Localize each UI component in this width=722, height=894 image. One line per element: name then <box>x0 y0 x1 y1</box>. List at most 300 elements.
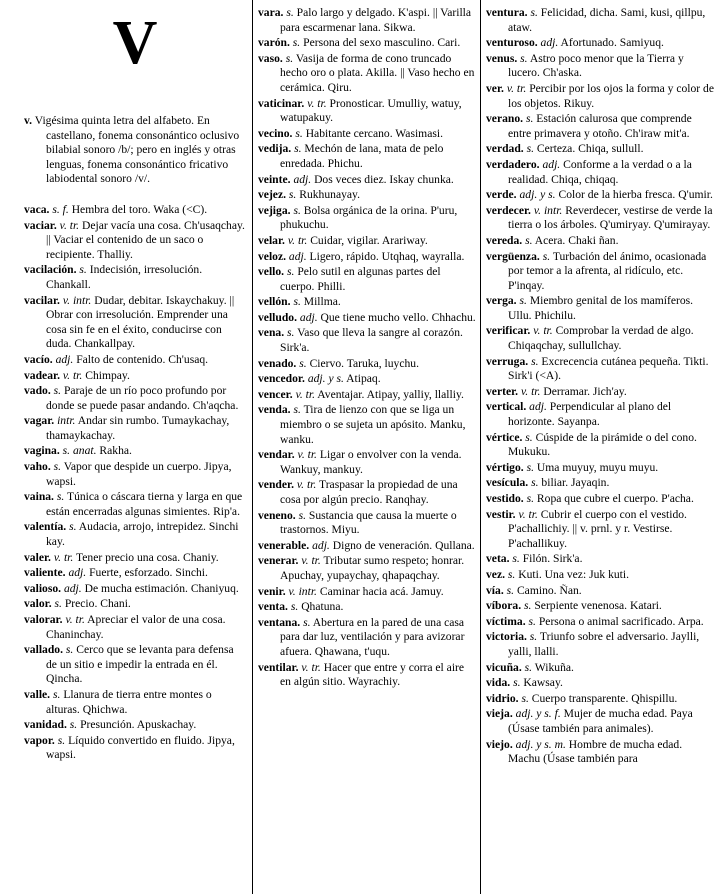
dictionary-entry <box>258 36 476 51</box>
grammar-tag: v. tr. <box>301 660 321 674</box>
headword: velar. <box>258 233 285 247</box>
dictionary-entry <box>486 630 714 659</box>
grammar-tag: s. <box>288 188 297 202</box>
definition: Vigésima quinta letra del alfabeto. En castellano, fonema consonántico oclusivo bilabial sonoro /b/; pero en inglés y otras lenguas, fonema consonántico fricativo labiodental sonoro /v/. <box>34 114 240 186</box>
headword: veneno. <box>258 508 296 522</box>
headword: verificar. <box>486 324 531 338</box>
grammar-tag: v. intr. <box>288 584 317 598</box>
dictionary-entry <box>486 294 714 323</box>
dictionary-entry <box>486 82 714 111</box>
dictionary-entry <box>486 707 714 736</box>
grammar-tag: s. <box>530 6 538 19</box>
dictionary-entry <box>258 295 476 310</box>
headword: varón. <box>258 36 290 50</box>
dictionary-entry <box>258 265 476 294</box>
grammar-tag: s. <box>293 203 301 217</box>
grammar-tag: s. <box>526 142 535 156</box>
grammar-tag: s. <box>57 733 66 747</box>
grammar-tag: s. <box>519 294 527 308</box>
headword: venerar. <box>258 554 299 568</box>
definition: Reverdecer, vestirse de verde la tierra o los árboles. Q'umiryay. Q'umirayay. <box>508 203 713 232</box>
grammar-tag: adj. <box>299 310 318 324</box>
dictionary-entry <box>24 414 246 443</box>
definition: Turbación del ánimo, ocasionada por temor a la afrenta, al ridículo, etc. P'inqay. <box>508 249 707 292</box>
grammar-tag: s. <box>285 51 294 65</box>
definition: Color de la hierba fresca. Q'umir. <box>558 188 713 202</box>
definition: Tributar sumo respeto; honrar. Apuchay, yupaychay, qhapaqchay. <box>280 554 465 582</box>
grammar-tag: s. <box>525 112 534 126</box>
dictionary-column-2 <box>258 6 476 691</box>
grammar-tag: adj. <box>55 352 74 366</box>
definition: Cubrir el cuerpo con el vestido. P'achallichiy. || v. prnl. y r. Vestirse. P'achallikuy. <box>508 507 687 550</box>
definition: Wikuña. <box>534 660 574 674</box>
definition: Paraje de un río poco profundo por donde se puede pasar andando. Ch'aqcha. <box>46 384 239 412</box>
grammar-tag: v. tr. <box>295 387 316 401</box>
definition: Habitante cercano. Wasimasi. <box>305 126 443 140</box>
definition: Caminar hacia acá. Jamuy. <box>319 584 444 598</box>
headword: victoria. <box>486 630 527 644</box>
headword: vestir. <box>486 507 516 521</box>
dictionary-entry <box>258 204 476 233</box>
grammar-tag: v. tr. <box>506 81 527 95</box>
column-divider <box>252 0 253 894</box>
grammar-tag: s. <box>528 614 536 628</box>
dictionary-entry <box>258 661 476 690</box>
definition: De mucha estimación. Chaniyuq. <box>84 581 239 595</box>
dictionary-entry <box>486 599 714 614</box>
headword: vedija. <box>258 142 292 156</box>
definition: Comprobar la verdad de algo. Chiqaqchay, sullullchay. <box>508 324 694 353</box>
dictionary-entry <box>258 97 476 126</box>
dictionary-entry <box>258 311 476 326</box>
headword: vaciar. <box>24 218 57 232</box>
definition: Digno de veneración. Qullana. <box>332 538 475 552</box>
dictionary-entry <box>486 52 714 81</box>
dictionary-entry <box>24 460 246 489</box>
grammar-tag: v. tr. <box>307 96 327 110</box>
dictionary-entry <box>258 585 476 600</box>
definition: biliar. Jayaqin. <box>541 476 610 490</box>
dictionary-entry <box>486 112 714 141</box>
headword: v. <box>24 114 33 127</box>
dictionary-entry <box>24 219 246 263</box>
definition: Rakha. <box>99 444 132 458</box>
dictionary-entry <box>486 461 714 476</box>
grammar-tag: s. <box>295 126 303 140</box>
headword: vecino. <box>258 126 293 140</box>
grammar-tag: adj. <box>293 172 312 186</box>
headword: vicuña. <box>486 660 522 674</box>
grammar-tag: adj. y s. m. <box>515 737 566 751</box>
grammar-tag: v. intr. <box>62 293 92 307</box>
definition: Ciervo. Taruka, luychu. <box>309 356 419 370</box>
dictionary-entry <box>24 718 246 733</box>
grammar-tag: s. <box>512 552 520 566</box>
dictionary-entry <box>486 431 714 460</box>
definition: Filón. Sirk'a. <box>522 552 583 566</box>
grammar-tag: adj. <box>288 249 307 263</box>
headword: vez. <box>486 567 505 581</box>
definition: Persona del sexo masculino. Cari. <box>303 36 461 50</box>
headword: venturoso. <box>486 36 538 50</box>
dictionary-entry <box>486 738 714 767</box>
definition: Que tiene mucho vello. Chhachu. <box>320 310 476 324</box>
headword: verde. <box>486 188 517 202</box>
definition: Cuidar, vigilar. Arariway. <box>310 233 428 247</box>
dictionary-entry <box>24 582 246 597</box>
headword: vencer. <box>258 387 293 401</box>
headword: veinte. <box>258 172 291 186</box>
dictionary-entry <box>24 444 246 459</box>
dictionary-entry <box>24 688 246 717</box>
dictionary-entry <box>258 357 476 372</box>
grammar-tag: s. <box>513 676 521 690</box>
headword: vena. <box>258 326 285 340</box>
headword: vesícula. <box>486 476 529 490</box>
grammar-tag: s. f. <box>52 202 69 216</box>
grammar-tag: s. <box>303 615 311 629</box>
definition: Precio. Chani. <box>64 597 131 611</box>
headword: valorar. <box>24 613 63 626</box>
headword: vello. <box>258 265 285 279</box>
dictionary-entry <box>258 326 476 355</box>
dictionary-entry <box>24 490 246 519</box>
headword: ventana. <box>258 615 301 629</box>
grammar-tag: s. <box>292 36 301 50</box>
grammar-tag: s. <box>520 51 528 65</box>
headword: veta. <box>486 552 510 566</box>
grammar-tag: s. <box>53 687 61 701</box>
definition: Vasija de forma de cono truncado hecho oro o plata. Akilla. || Vaso hecho en cerámica. Qiru. <box>280 51 475 94</box>
definition: Persona o animal sacrificado. Arpa. <box>538 614 704 628</box>
definition: Qhatuna. <box>301 600 344 614</box>
dictionary-entry <box>24 566 246 581</box>
grammar-tag: s. <box>521 691 529 705</box>
definition: Audacia, arrojo, intrepidez. Sinchi kay. <box>46 520 239 549</box>
headword: vencedor. <box>258 372 305 386</box>
dictionary-entry <box>24 384 246 413</box>
headword: velludo. <box>258 310 297 324</box>
grammar-tag: s. <box>79 263 87 277</box>
headword: vagar. <box>24 414 55 428</box>
dictionary-entry <box>258 52 476 96</box>
dictionary-entry <box>258 600 476 615</box>
headword: vaso. <box>258 51 283 65</box>
grammar-tag: s. <box>53 384 62 398</box>
definition: Abertura en la pared de una casa para dar luz, ventilación y para avizorar afuera. Qhawana, t'uqu. <box>280 615 465 658</box>
definition: Falto de contenido. Ch'usaq. <box>76 352 209 366</box>
headword: vereda. <box>486 233 523 247</box>
definition: Kawsay. <box>523 676 563 690</box>
headword: vestido. <box>486 492 524 505</box>
dictionary-entry <box>24 294 246 352</box>
headword: valle. <box>24 687 51 701</box>
grammar-tag: v. tr. <box>301 554 321 568</box>
column-divider <box>480 0 481 894</box>
headword: venus. <box>486 51 518 65</box>
headword: vellón. <box>258 295 291 309</box>
definition: Atipaq. <box>346 372 381 386</box>
grammar-tag: s. <box>293 295 301 309</box>
grammar-tag: v. tr. <box>518 507 538 521</box>
dictionary-entry <box>486 385 714 400</box>
grammar-tag: s. <box>69 520 77 534</box>
grammar-tag: s. <box>53 460 62 474</box>
headword: vallado. <box>24 643 63 657</box>
headword: valiente. <box>24 566 66 580</box>
dictionary-entry <box>24 369 246 384</box>
dictionary-entry <box>24 520 246 549</box>
definition: Ligar o envolver con la venda. Wankuy, mankuy. <box>280 448 462 476</box>
headword: ver. <box>486 81 504 95</box>
dictionary-entry <box>486 552 714 567</box>
grammar-tag: adj. y s. f. <box>515 707 561 721</box>
definition: Traspasar la propiedad de una cosa por algún precio. Ranqhay. <box>280 478 458 506</box>
dictionary-entry <box>258 554 476 583</box>
definition: Certeza. Chiqa, sullull. <box>536 142 644 156</box>
dictionary-entry <box>486 6 714 35</box>
headword: vender. <box>258 478 294 492</box>
grammar-tag: s. <box>526 492 535 505</box>
grammar-tag: s. <box>287 265 295 279</box>
dictionary-entry <box>486 508 714 552</box>
definition: Bolsa orgánica de la orina. P'uru, phukuchu. <box>280 203 458 232</box>
headword: verga. <box>486 294 517 308</box>
grammar-tag: adj. <box>542 157 561 171</box>
definition: Tener precio una cosa. Chaniy. <box>76 550 219 564</box>
headword: valentía. <box>24 520 67 534</box>
dictionary-entry <box>486 36 714 51</box>
grammar-tag: s. <box>507 567 516 581</box>
definition: Chimpay. <box>85 368 130 382</box>
definition: Felicidad, dicha. Sami, kusi, qillpu, ataw. <box>508 6 706 34</box>
dictionary-entry <box>24 597 246 612</box>
definition: Vapor que despide un cuerpo. Jipya, wapsi. <box>46 460 232 488</box>
grammar-tag: s. <box>293 403 301 417</box>
dictionary-entry <box>486 142 714 157</box>
grammar-tag: s. <box>524 599 532 613</box>
headword: valioso. <box>24 581 62 595</box>
dictionary-entry <box>486 692 714 707</box>
headword: verruga. <box>486 354 529 368</box>
grammar-tag: intr. <box>57 414 76 428</box>
dictionary-entry <box>24 203 246 218</box>
definition: Hembra del toro. Waka (<C). <box>71 202 208 216</box>
dictionary-entry <box>258 403 476 447</box>
grammar-tag: adj. y s. <box>519 188 556 202</box>
headword: veloz. <box>258 249 287 263</box>
headword: vaca. <box>24 202 50 216</box>
headword: vaticinar. <box>258 96 305 110</box>
grammar-tag: s. <box>542 249 551 263</box>
definition: Llanura de tierra entre montes o alturas. Qhichwa. <box>46 687 212 716</box>
grammar-tag: s. <box>524 660 533 674</box>
headword: venir. <box>258 584 286 598</box>
grammar-tag: v. tr. <box>65 613 85 626</box>
definition: Kuti. Una vez: Juk kuti. <box>518 567 630 581</box>
dictionary-column-3 <box>486 6 714 768</box>
grammar-tag: s. <box>54 597 62 611</box>
headword: ventilar. <box>258 660 299 674</box>
grammar-tag: v. tr. <box>296 478 317 492</box>
definition: Presunción. Apuskachay. <box>80 718 197 732</box>
definition: Hacer que entre y corra el aire en algún sitio. Wayrachiy. <box>280 660 465 689</box>
headword: vía. <box>486 583 504 597</box>
definition: Pronosticar. Umulliy, watuy, watupakuy. <box>280 96 462 125</box>
grammar-tag: adj. <box>529 400 547 414</box>
headword: vanidad. <box>24 718 67 732</box>
dictionary-column-1 <box>24 6 246 764</box>
grammar-tag: adj. <box>540 36 559 50</box>
headword: vertical. <box>486 400 527 414</box>
dictionary-entry <box>258 6 476 35</box>
definition: Dudar, debitar. Iskaychakuy. || Obrar con irresolución. Emprender una cosa sin fe en el éxito, conducirse con duda. Chankallpay. <box>46 293 235 351</box>
headword: víctima. <box>486 614 526 628</box>
headword: vacío. <box>24 352 53 366</box>
definition: Túnica o cáscara tierna y larga en que están encerradas algunas simientes. Rip'a. <box>46 490 243 518</box>
definition: Sustancia que causa la muerte o trastornos. Miyu. <box>280 508 457 537</box>
grammar-tag: v. intr. <box>533 203 563 217</box>
dictionary-entry <box>486 250 714 294</box>
headword: ventura. <box>486 6 528 19</box>
definition: Indecisión, irresolución. Chankall. <box>46 263 203 291</box>
grammar-tag: s. <box>506 583 515 597</box>
dictionary-entry <box>258 509 476 538</box>
definition: Perpendicular al plano del horizonte. Sayanpa. <box>508 400 672 429</box>
dictionary-entry <box>24 114 246 187</box>
dictionary-entry <box>258 173 476 188</box>
dictionary-entry <box>486 400 714 429</box>
definition: Rukhunayay. <box>299 188 360 202</box>
dictionary-entry <box>486 492 714 507</box>
section-letter-heading: V <box>112 9 158 77</box>
definition: Ropa que cubre el cuerpo. P'acha. <box>536 492 694 505</box>
dictionary-entry <box>486 324 714 353</box>
dictionary-entry <box>24 643 246 687</box>
dictionary-entry <box>486 584 714 599</box>
grammar-tag: v. tr. <box>62 368 83 382</box>
headword: vaina. <box>24 490 54 504</box>
definition: Tira de lienzo con que se liga un miembro o se sujeta un apósito. Manku, wanku. <box>280 403 466 446</box>
headword: vadear. <box>24 368 60 382</box>
definition: Estación calurosa que comprende entre primavera y otoño. Ch'iraw mit'a. <box>508 112 692 140</box>
grammar-tag: s. <box>287 326 295 340</box>
grammar-tag: s. <box>531 476 539 490</box>
definition: Cuerpo transparente. Qhispillu. <box>531 691 678 705</box>
dictionary-entry <box>258 478 476 507</box>
headword: valer. <box>24 550 51 564</box>
dictionary-entry <box>24 734 246 763</box>
headword: vacilar. <box>24 293 60 307</box>
dictionary-entry <box>24 263 246 292</box>
grammar-tag: s. <box>69 718 78 732</box>
headword: víbora. <box>486 599 522 613</box>
headword: vacilación. <box>24 263 77 277</box>
grammar-tag: s. <box>299 356 307 370</box>
definition: Acera. Chaki ñan. <box>534 233 619 247</box>
definition: Aventajar. Atipay, yalliy, llalliy. <box>317 387 464 401</box>
dictionary-entry <box>258 142 476 171</box>
dictionary-entry <box>258 127 476 142</box>
headword: venta. <box>258 600 288 614</box>
grammar-tag: s. <box>529 630 538 644</box>
headword: vagina. <box>24 444 60 458</box>
headword: vidrio. <box>486 691 519 705</box>
dictionary-entry <box>258 448 476 477</box>
definition: Miembro genital de los mamíferos. Ullu. Phichilu. <box>508 294 694 322</box>
definition: Percibir por los ojos la forma y color de los objetos. Rikuy. <box>508 81 714 110</box>
headword: verdad. <box>486 142 524 156</box>
entry-spacer <box>24 188 246 203</box>
grammar-tag: s. <box>525 233 533 247</box>
definition: Afortunado. Samiyuq. <box>560 36 664 50</box>
headword: vapor. <box>24 733 55 747</box>
headword: verter. <box>486 384 519 398</box>
definition: Apreciar el valor de una cosa. Chaninchay. <box>46 613 226 641</box>
headword: vieja. <box>486 707 513 721</box>
definition: Camino. Ñan. <box>516 583 582 597</box>
headword: vergüenza. <box>486 249 540 263</box>
grammar-tag: adj. <box>312 538 330 552</box>
dictionary-entry <box>258 539 476 554</box>
headword: verdecer. <box>486 203 531 217</box>
dictionary-entry <box>486 676 714 691</box>
dictionary-entry <box>258 250 476 265</box>
definition: Serpiente venenosa. Katari. <box>534 599 662 613</box>
definition: Mechón de lana, mata de pelo enredada. Phichu. <box>280 142 444 170</box>
grammar-tag: v. tr. <box>53 550 74 564</box>
dictionary-entry <box>486 568 714 583</box>
definition: Excrecencia cutánea pequeña. Tikti. Sirk'i (<A). <box>508 354 709 383</box>
headword: vértigo. <box>486 460 524 474</box>
dictionary-entry <box>486 661 714 676</box>
headword: verano. <box>486 112 524 126</box>
dictionary-entry <box>258 388 476 403</box>
dictionary-entry <box>24 353 246 368</box>
headword: vendar. <box>258 448 295 462</box>
headword: vara. <box>258 6 284 19</box>
definition: Mujer de mucha edad. Paya (Úsase también para animales). <box>508 707 693 735</box>
definition: Dejar vacía una cosa. Ch'usaqchay. || Vaciar el contenido de un saco o recipiente. Thalliy. <box>46 218 245 261</box>
grammar-tag: v. tr. <box>520 384 541 398</box>
definition: Millma. <box>303 295 341 309</box>
definition: Pelo sutil en algunas partes del cuerpo. Philli. <box>280 265 441 293</box>
definition: Conforme a la verdad o a la realidad. Chiqa, chiqaq. <box>508 157 692 186</box>
definition: Astro poco menor que la Tierra y lucero. Ch'aska. <box>508 51 684 80</box>
headword: vértice. <box>486 430 523 444</box>
dictionary-entry <box>258 616 476 660</box>
headword: valor. <box>24 597 52 611</box>
dictionary-entry <box>258 372 476 387</box>
grammar-tag: v. tr. <box>59 218 80 232</box>
grammar-tag: s. <box>290 600 299 614</box>
definition: Uma muyuy, muyu muyu. <box>536 460 659 474</box>
dictionary-entry <box>486 234 714 249</box>
dictionary-entry <box>258 234 476 249</box>
definition: Líquido convertido en fluido. Jipya, wapsi. <box>46 733 235 762</box>
dictionary-entry <box>486 476 714 491</box>
dictionary-entry <box>24 613 246 642</box>
grammar-tag: s. <box>294 142 302 156</box>
definition: Cerco que se levanta para defensa de un sitio e impedir la entrada en él. Qincha. <box>46 643 234 686</box>
dictionary-entry <box>486 204 714 233</box>
dictionary-entry <box>486 615 714 630</box>
definition: Palo largo y delgado. K'aspi. || Varilla para escarmenar lana. Sikwa. <box>280 6 472 34</box>
grammar-tag: v. tr. <box>287 233 308 247</box>
definition: Dos veces diez. Iskay chunka. <box>314 172 454 186</box>
definition: Fuerte, esforzado. Sinchi. <box>89 566 208 580</box>
grammar-tag: s. <box>56 490 65 504</box>
